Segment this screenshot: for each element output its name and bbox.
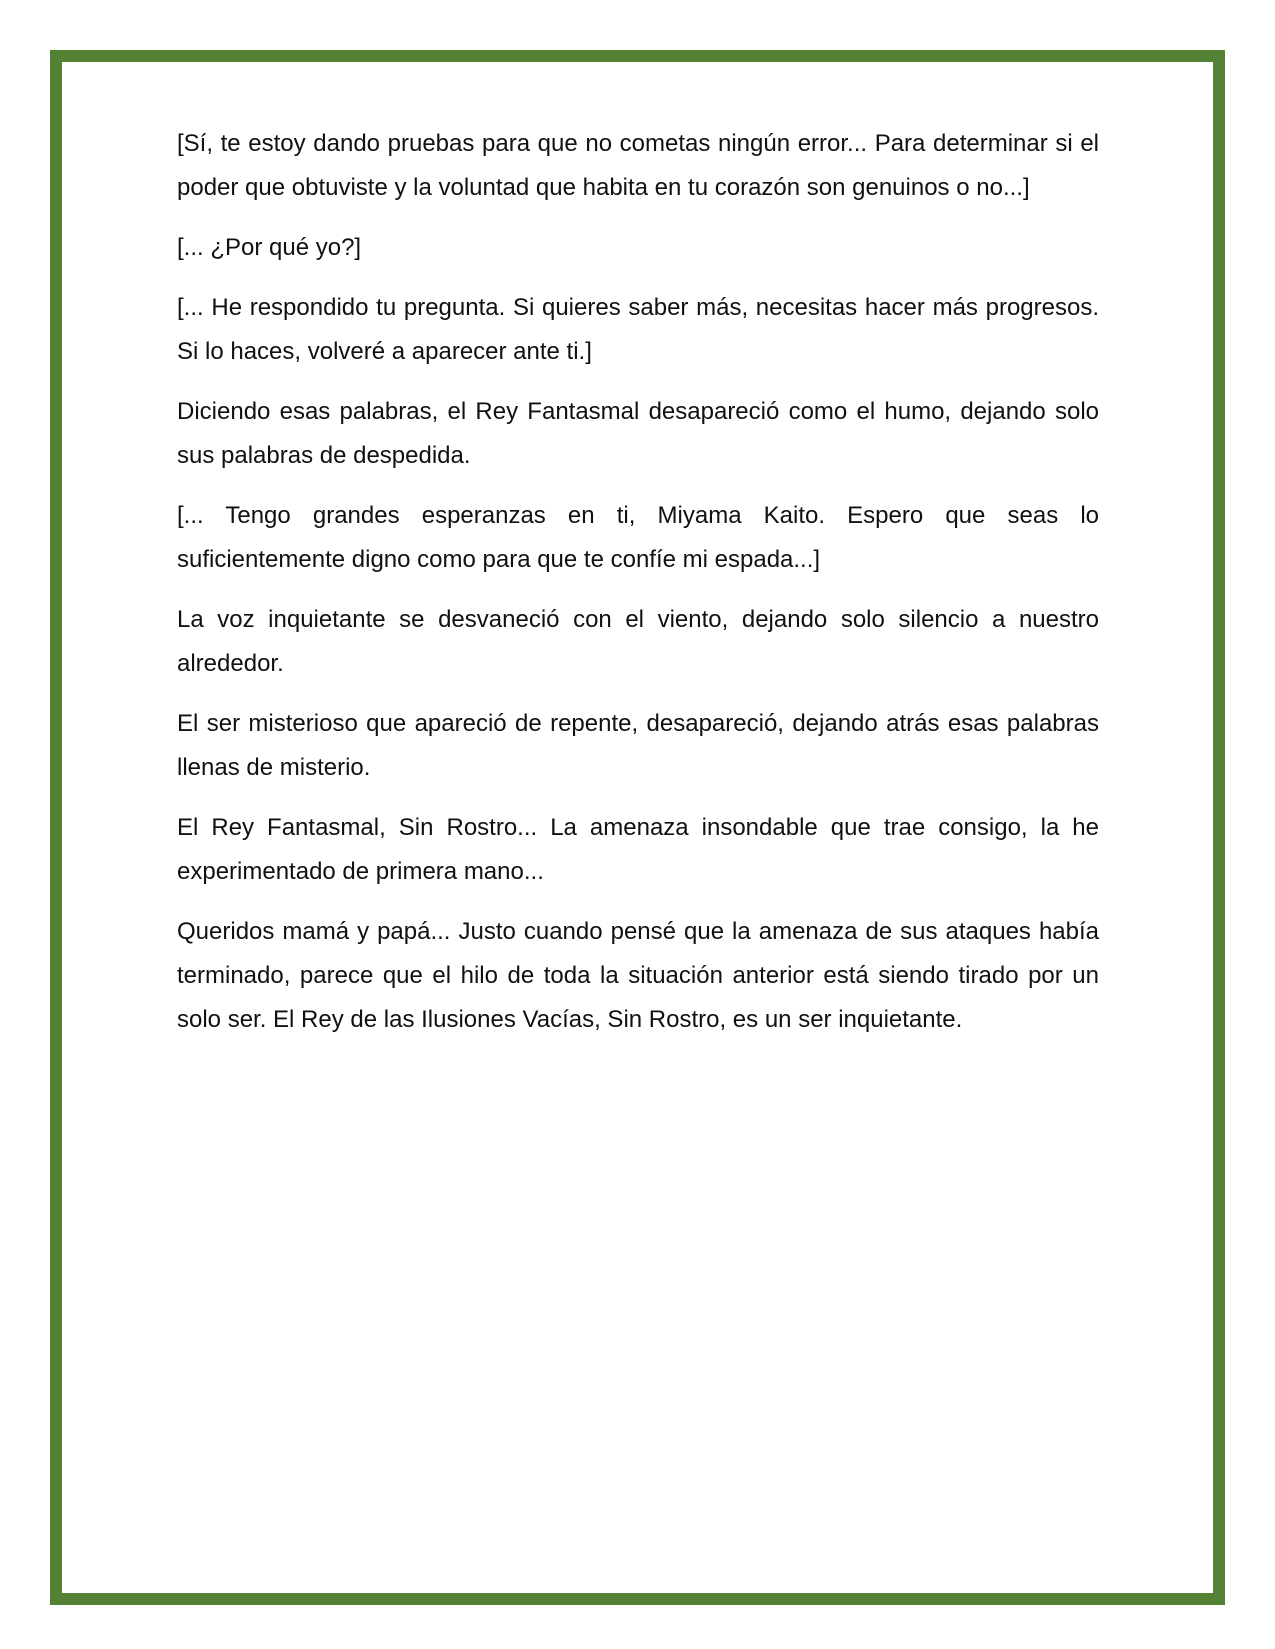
paragraph-7: El ser misterioso que apareció de repente, desapareció, dejando atrás esas palabras llenas de misterio. — [177, 710, 1099, 781]
paragraph-9: Queridos mamá y papá... Justo cuando pensé que la amenaza de sus ataques había terminado, parece que el hilo de toda la situación anterior está siendo tirado por un solo ser. El Rey de las Ilusiones Vacías, Sin Rostro, es un ser inquietante. — [177, 918, 1099, 1033]
paragraph-3: [... He respondido tu pregunta. Si quieres saber más, necesitas hacer más progresos. Si lo haces, volveré a aparecer ante ti.] — [177, 294, 1099, 365]
document-body — [177, 122, 1099, 1058]
paragraph-2: [... ¿Por qué yo?] — [177, 234, 362, 261]
paragraph-1: [Sí, te estoy dando pruebas para que no cometas ningún error... Para determinar si el poder que obtuviste y la voluntad que habita en tu corazón son genuinos o no...] — [177, 130, 1099, 201]
paragraph-5: [... Tengo grandes esperanzas en ti, Miyama Kaito. Espero que seas lo suficientemente digno como para que te confíe mi espada...] — [177, 502, 1099, 573]
paragraph-4: Diciendo esas palabras, el Rey Fantasmal desapareció como el humo, dejando solo sus palabras de despedida. — [177, 398, 1099, 469]
paragraph-6: La voz inquietante se desvaneció con el viento, dejando solo silencio a nuestro alrededor. — [177, 606, 1099, 677]
paragraph-8: El Rey Fantasmal, Sin Rostro... La amenaza insondable que trae consigo, la he experimentado de primera mano... — [177, 814, 1099, 885]
